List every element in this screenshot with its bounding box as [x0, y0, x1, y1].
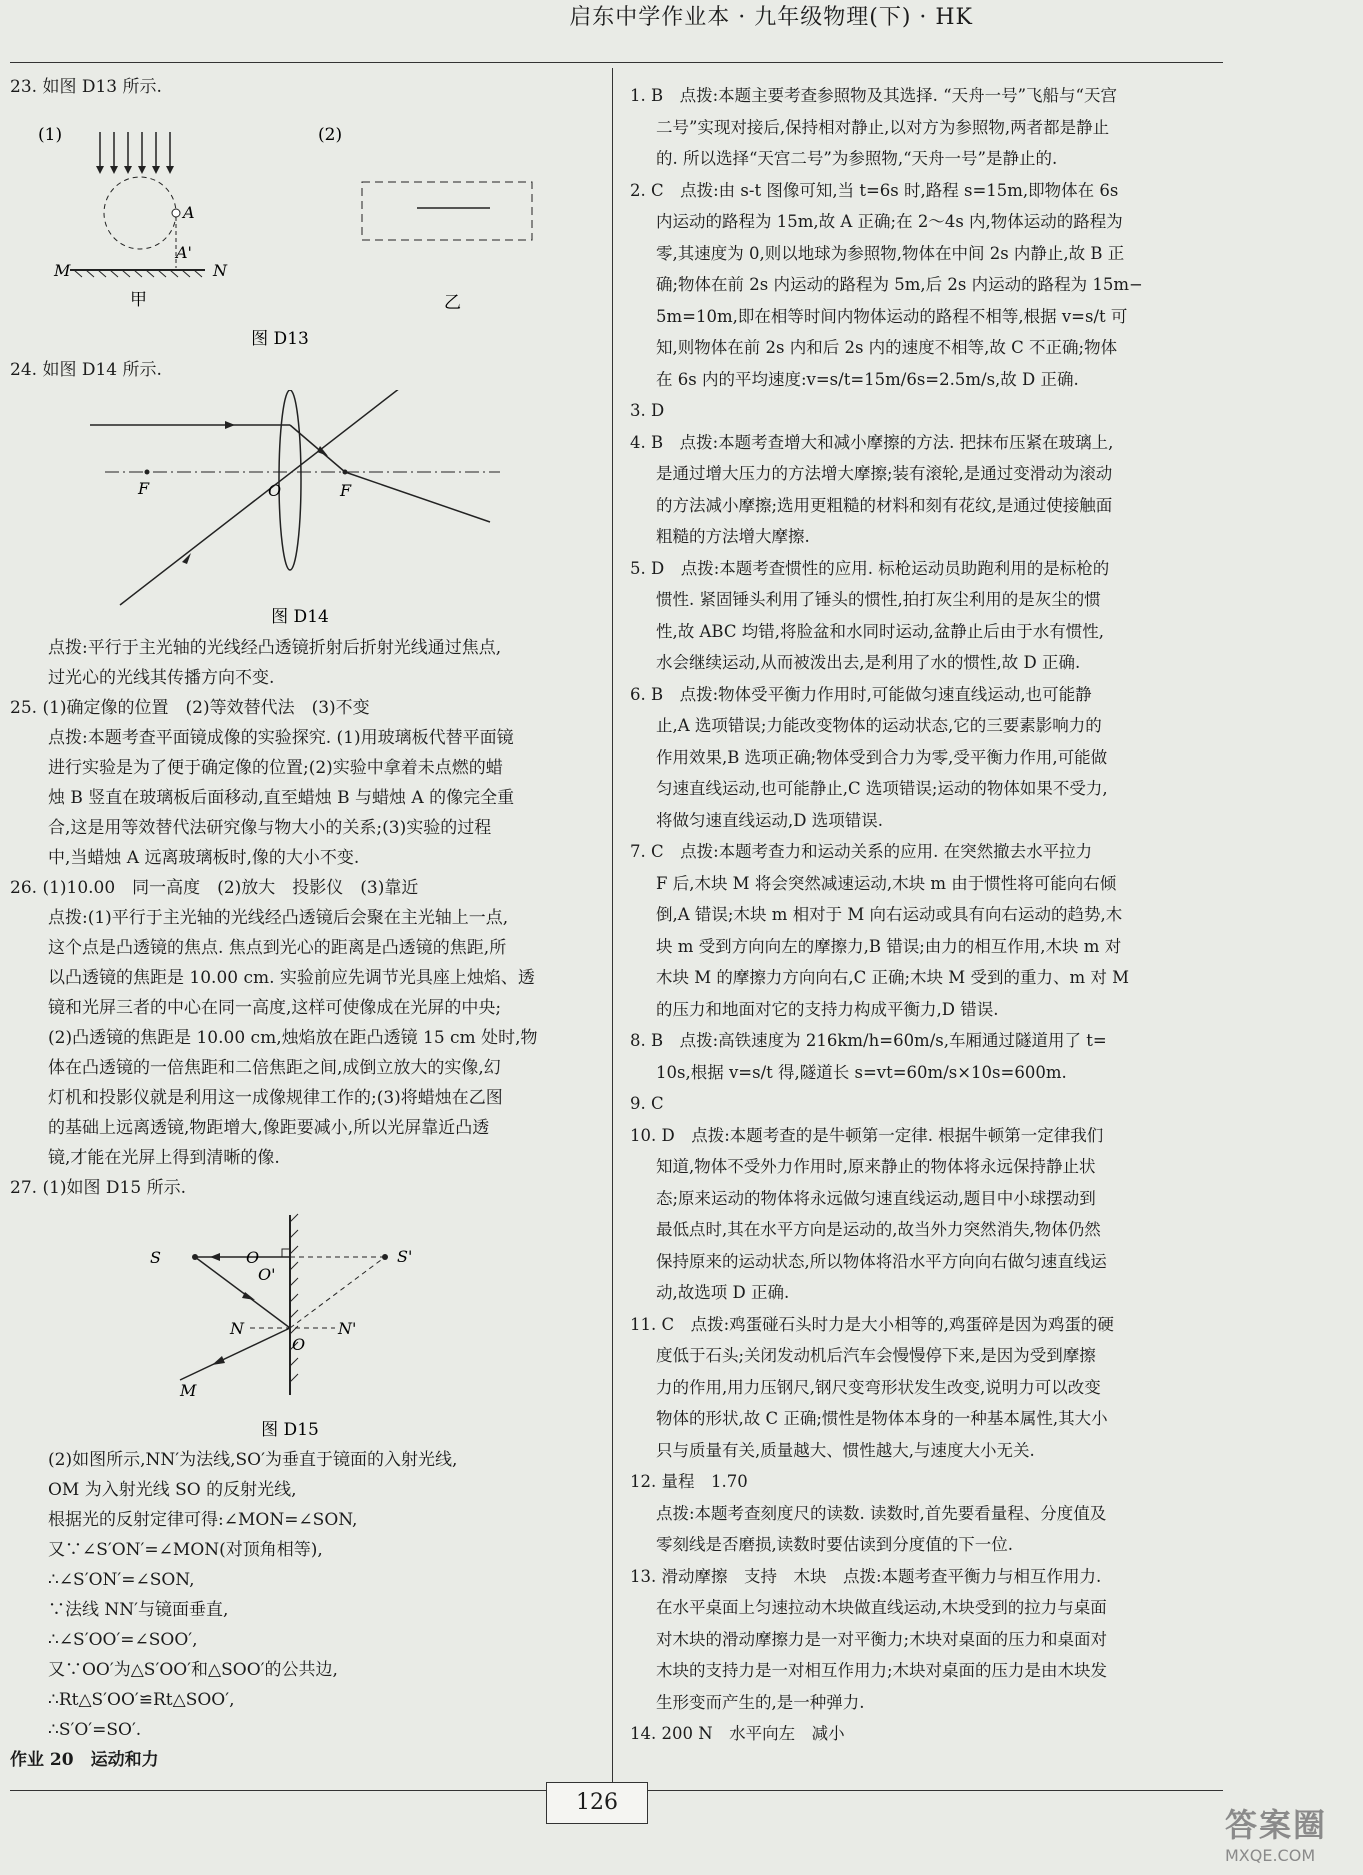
answer-line: 1. B 点拨:本题主要考查参照物及其选择. “天舟一号”飞船与“天宫: [630, 86, 1117, 105]
label-yi: 乙: [444, 293, 461, 313]
label-o-top: O: [246, 1248, 260, 1267]
q26-line-9: 镜,才能在光屏上得到清晰的像.: [48, 1148, 280, 1168]
q24-tip-2: 过光心的光线其传播方向不变.: [48, 668, 275, 688]
answer-line: 7. C 点拨:本题考查力和运动关系的应用. 在突然撤去水平拉力: [630, 842, 1093, 861]
proof-line-7: 又∵OO′为△S′OO′和△SOO′的公共边,: [48, 1660, 338, 1680]
answer-line: 倒,A 错误;木块 m 相对于 M 向右运动或具有向右运动的趋势,木: [656, 905, 1123, 924]
answer-line: 粗糙的方法增大摩擦.: [656, 527, 810, 546]
answer-line: 匀速直线运动,也可能静止,C 选项错误;运动的物体如果不受力,: [656, 779, 1108, 798]
watermark-logo: [1225, 1800, 1355, 1870]
answer-line: 力的作用,用力压钢尺,钢尺变弯形状发生改变,说明力可以改变: [656, 1377, 1101, 1397]
proof-line-9: ∴S′O′=SO′.: [48, 1720, 142, 1740]
answer-line: 二号”实现对接后,保持相对静止,以对方为参照物,两者都是静止: [656, 117, 1110, 137]
label-m: M: [54, 261, 71, 280]
q25-line-2: 进行实验是为了便于确定像的位置;(2)实验中拿着未点燃的蜡: [48, 758, 503, 778]
header-title: 启东中学作业本 · 九年级物理(下) · HK: [569, 5, 973, 30]
answer-line: 的方法减小摩擦;选用更粗糙的材料和刻有花纹,是通过使接触面: [656, 495, 1113, 515]
q26-line-2: 这个点是凸透镜的焦点. 焦点到光心的距离是凸透镜的焦距,所: [48, 938, 507, 958]
label-a: A: [183, 203, 195, 222]
answer-line: 在 6s 内的平均速度:v=s/t=15m/6s=2.5m/s,故 D 正确.: [656, 369, 1079, 389]
answer-line: 确;物体在前 2s 内运动的路程为 5m,后 2s 内运动的路程为 15m−: [656, 275, 1143, 294]
answer-line: 9. C: [630, 1094, 664, 1113]
answer-line: 10. D 点拨:本题考查的是牛顿第一定律. 根据牛顿第一定律我们: [630, 1125, 1104, 1145]
figure-d15: [150, 1210, 450, 1450]
answer-line: 木块 M 的摩擦力方向向右,C 正确;木块 M 受到的重力、m 对 M: [656, 968, 1129, 987]
q25-line-0: 25. (1)确定像的位置 (2)等效替代法 (3)不变: [10, 698, 370, 718]
answer-line: 水会继续运动,从而被泼出去,是利用了水的惯性,故 D 正确.: [656, 653, 1081, 672]
proof-line-5: ∵法线 NN′与镜面垂直,: [48, 1600, 229, 1620]
label-s: S: [150, 1248, 161, 1267]
label-o-bottom: O: [292, 1335, 306, 1354]
watermark-url: MXQE.COM: [1225, 1846, 1316, 1865]
answer-line: 内运动的路程为 15m,故 A 正确;在 2～4s 内,物体运动的路程为: [656, 212, 1123, 231]
center-ray: [120, 390, 400, 605]
q26-line-0: 26. (1)10.00 同一高度 (2)放大 投影仪 (3)靠近: [10, 878, 419, 898]
answer-line: 止,A 选项错误;力能改变物体的运动状态,它的三要素影响力的: [656, 716, 1102, 735]
q26-line-1: 点拨:(1)平行于主光轴的光线经凸透镜后会聚在主光轴上一点,: [48, 908, 509, 928]
fig-d13-caption: 图 D13: [251, 329, 309, 349]
label-n-left: N: [230, 1319, 244, 1338]
footer-rule-left: [10, 1790, 553, 1791]
q26-line-6: 体在凸透镜的一倍焦距和二倍焦距之间,成倒立放大的实像,幻: [48, 1058, 501, 1078]
answer-line: 8. B 点拨:高铁速度为 216km/h=60m/s,车厢通过隧道用了 t=: [630, 1031, 1107, 1050]
label-a-prime: A': [176, 243, 192, 262]
label-s-prime: S': [397, 1247, 413, 1266]
answer-line: 零刻线是否磨损,读数时要估读到分度值的下一位.: [656, 1535, 1013, 1554]
answer-line: 14. 200 N 水平向左 减小: [630, 1724, 845, 1743]
answer-line: 点拨:本题考查刻度尺的读数. 读数时,首先要看量程、分度值及: [656, 1503, 1107, 1523]
q27-proof: [10, 1445, 457, 1775]
label-o-prime: O': [258, 1265, 276, 1284]
answer-line: 的. 所以选择“天宫二号”为参照物,“天舟一号”是静止的.: [656, 149, 1058, 168]
q26-line-5: (2)凸透镜的焦距是 10.00 cm,烛焰放在距凸透镜 15 cm 处时,物: [48, 1028, 538, 1048]
label-m: M: [180, 1381, 197, 1400]
answer-line: 知,则物体在前 2s 内和后 2s 内的速度不相等,故 C 不正确;物体: [656, 338, 1118, 357]
right-column: [630, 80, 1230, 1750]
label-f-right: F: [340, 481, 352, 500]
label-n: N: [213, 261, 227, 280]
q26-line-8: 的基础上远离透镜,物距增大,像距要减小,所以光屏靠近凸透: [48, 1118, 490, 1138]
answer-line: 性,故 ABC 均错,将脸盆和水同时运动,盆静止后由于水有惯性,: [656, 621, 1104, 641]
q25-line-5: 中,当蜡烛 A 远离玻璃板时,像的大小不变.: [48, 848, 360, 868]
ball-circle: [104, 177, 176, 249]
fig-d13-label-2: (2): [318, 125, 343, 145]
incident-rays: [100, 132, 170, 170]
proof-line-6: ∴∠S′OO′=∠SOO′,: [48, 1630, 198, 1650]
point-a: [172, 209, 180, 217]
fig-d14-caption: 图 D14: [271, 607, 329, 627]
answer-line: 2. C 点拨:由 s-t 图像可知,当 t=6s 时,路程 s=15m,即物体在 6s: [630, 180, 1119, 200]
answer-line: 度低于石头;关闭发动机后汽车会慢慢停下来,是因为受到摩擦: [656, 1346, 1096, 1365]
page-number: 126: [546, 1782, 648, 1824]
section-heading: 作业 20 运动和力: [10, 1750, 159, 1770]
label-jia: 甲: [130, 290, 147, 310]
answer-line: 只与质量有关,质量越大、惯性越大,与速度大小无关.: [656, 1440, 1035, 1460]
q24-title: 24. 如图 D14 所示.: [10, 360, 162, 380]
footer-rule-right: [646, 1790, 1223, 1791]
q24-tip-1: 点拨:平行于主光轴的光线经凸透镜折射后折射光线通过焦点,: [48, 638, 502, 658]
q25-line-3: 烛 B 竖直在玻璃板后面移动,直至蜡烛 B 与蜡烛 A 的像完全重: [48, 788, 515, 808]
q27-title: 27. (1)如图 D15 所示.: [10, 1178, 186, 1198]
q25-line-1: 点拨:本题考查平面镜成像的实验探究. (1)用玻璃板代替平面镜: [48, 728, 514, 748]
proof-line-8: ∴Rt△S′OO′≌Rt△SOO′,: [48, 1690, 235, 1710]
q23-title: 23. 如图 D13 所示.: [10, 77, 162, 97]
answer-line: 5m=10m,即在相等时间内物体运动的路程不相等,根据 v=s/t 可: [656, 306, 1128, 326]
q26-line-4: 镜和光屏三者的中心在同一高度,这样可使像成在光屏的中央;: [48, 998, 502, 1018]
answer-line: 是通过增大压力的方法增大摩擦;装有滚轮,是通过变滑动为滚动: [656, 464, 1113, 483]
header-rule: [10, 62, 1223, 63]
proof-line-3: 又∵∠S′ON′=∠MON(对顶角相等),: [48, 1540, 323, 1560]
q26-line-3: 以凸透镜的焦距是 10.00 cm. 实验前应先调节光具座上烛焰、透: [48, 968, 535, 988]
watermark-text: 答案圈: [1225, 1806, 1328, 1844]
answer-line: 10s,根据 v=s/t 得,隧道长 s=vt=60m/s×10s=600m.: [656, 1062, 1067, 1082]
answer-line: 的压力和地面对它的支持力构成平衡力,D 错误.: [656, 999, 999, 1019]
q24-block: [10, 355, 162, 385]
answer-line: 保持原来的运动状态,所以物体将沿水平方向向右做匀速直线运: [656, 1251, 1107, 1271]
answer-line: 零,其速度为 0,则以地球为参照物,物体在中间 2s 内静止,故 B 正: [656, 243, 1125, 263]
q26-line-7: 灯机和投影仪就是利用这一成像规律工作的;(3)将蜡烛在乙图: [48, 1088, 503, 1108]
answer-line: 3. D: [630, 401, 665, 420]
left-text-block: [10, 633, 538, 1203]
answer-line: 惯性. 紧固锤头利用了锤头的惯性,拍打灰尘利用的是灰尘的惯: [656, 590, 1101, 609]
figure-d14: [70, 390, 530, 630]
answer-line: F 后,木块 M 将会突然减速运动,木块 m 由于惯性将可能向右倾: [656, 873, 1117, 893]
answer-line: 最低点时,其在水平方向是运动的,故当外力突然消失,物体仍然: [656, 1220, 1101, 1239]
proof-line-2: 根据光的反射定律可得:∠MON=∠SON,: [48, 1510, 358, 1530]
label-o: O: [268, 481, 282, 500]
figure-d13: [30, 100, 570, 350]
answer-line: 11. C 点拨:鸡蛋碰石头时力是大小相等的,鸡蛋碎是因为鸡蛋的硬: [630, 1314, 1114, 1334]
q25-line-4: 合,这是用等效替代法研究像与物大小的关系;(3)实验的过程: [48, 818, 492, 838]
proof-line-4: ∴∠S′ON′=∠SON,: [48, 1570, 195, 1590]
answer-line: 物体的形状,故 C 正确;惯性是物体本身的一种基本属性,其大小: [656, 1409, 1108, 1428]
answer-line: 将做匀速直线运动,D 选项错误.: [656, 810, 883, 830]
left-column: [10, 72, 605, 102]
answer-line: 块 m 受到方向向左的摩擦力,B 错误;由力的相互作用,木块 m 对: [656, 936, 1122, 956]
answer-line: 4. B 点拨:本题考查增大和减小摩擦的方法. 把抹布压紧在玻璃上,: [630, 432, 1114, 452]
answer-line: 作用效果,B 选项正确;物体受到合力为零,受平衡力作用,可能做: [656, 747, 1108, 767]
column-divider: [612, 68, 613, 1788]
answer-line: 13. 滑动摩擦 支持 木块 点拨:本题考查平衡力与相互作用力.: [630, 1566, 1102, 1586]
label-f-left: F: [138, 479, 150, 498]
proof-line-0: (2)如图所示,NN′为法线,SO′为垂直于镜面的入射光线,: [48, 1450, 458, 1470]
answer-line: 12. 量程 1.70: [630, 1472, 748, 1491]
answer-line: 6. B 点拨:物体受平衡力作用时,可能做匀速直线运动,也可能静: [630, 684, 1092, 704]
answer-line: 生形变而产生的,是一种弹力.: [656, 1692, 865, 1712]
answer-line: 态;原来运动的物体将永远做匀速直线运动,题目中小球摆动到: [656, 1188, 1096, 1208]
answer-line: 对木块的滑动摩擦力是一对平衡力;木块对桌面的压力和桌面对: [656, 1629, 1108, 1649]
answer-line: 木块的支持力是一对相互作用力;木块对桌面的压力是由木块发: [656, 1661, 1108, 1680]
fig-d15-caption: 图 D15: [261, 1420, 319, 1440]
answer-line: 在水平桌面上匀速拉动木块做直线运动,木块受到的拉力与桌面: [656, 1598, 1107, 1617]
fig-d13-label-1: (1): [38, 125, 63, 145]
answer-line: 知道,物体不受外力作用时,原来静止的物体将永远保持静止状: [656, 1157, 1096, 1176]
label-n-prime: N': [338, 1319, 357, 1338]
proof-line-1: OM 为入射光线 SO 的反射光线,: [48, 1480, 297, 1500]
answer-line: 动,故选项 D 正确.: [656, 1283, 790, 1302]
answer-line: 5. D 点拨:本题考查惯性的应用. 标枪运动员助跑利用的是标枪的: [630, 558, 1110, 578]
box-yi: [362, 182, 532, 240]
